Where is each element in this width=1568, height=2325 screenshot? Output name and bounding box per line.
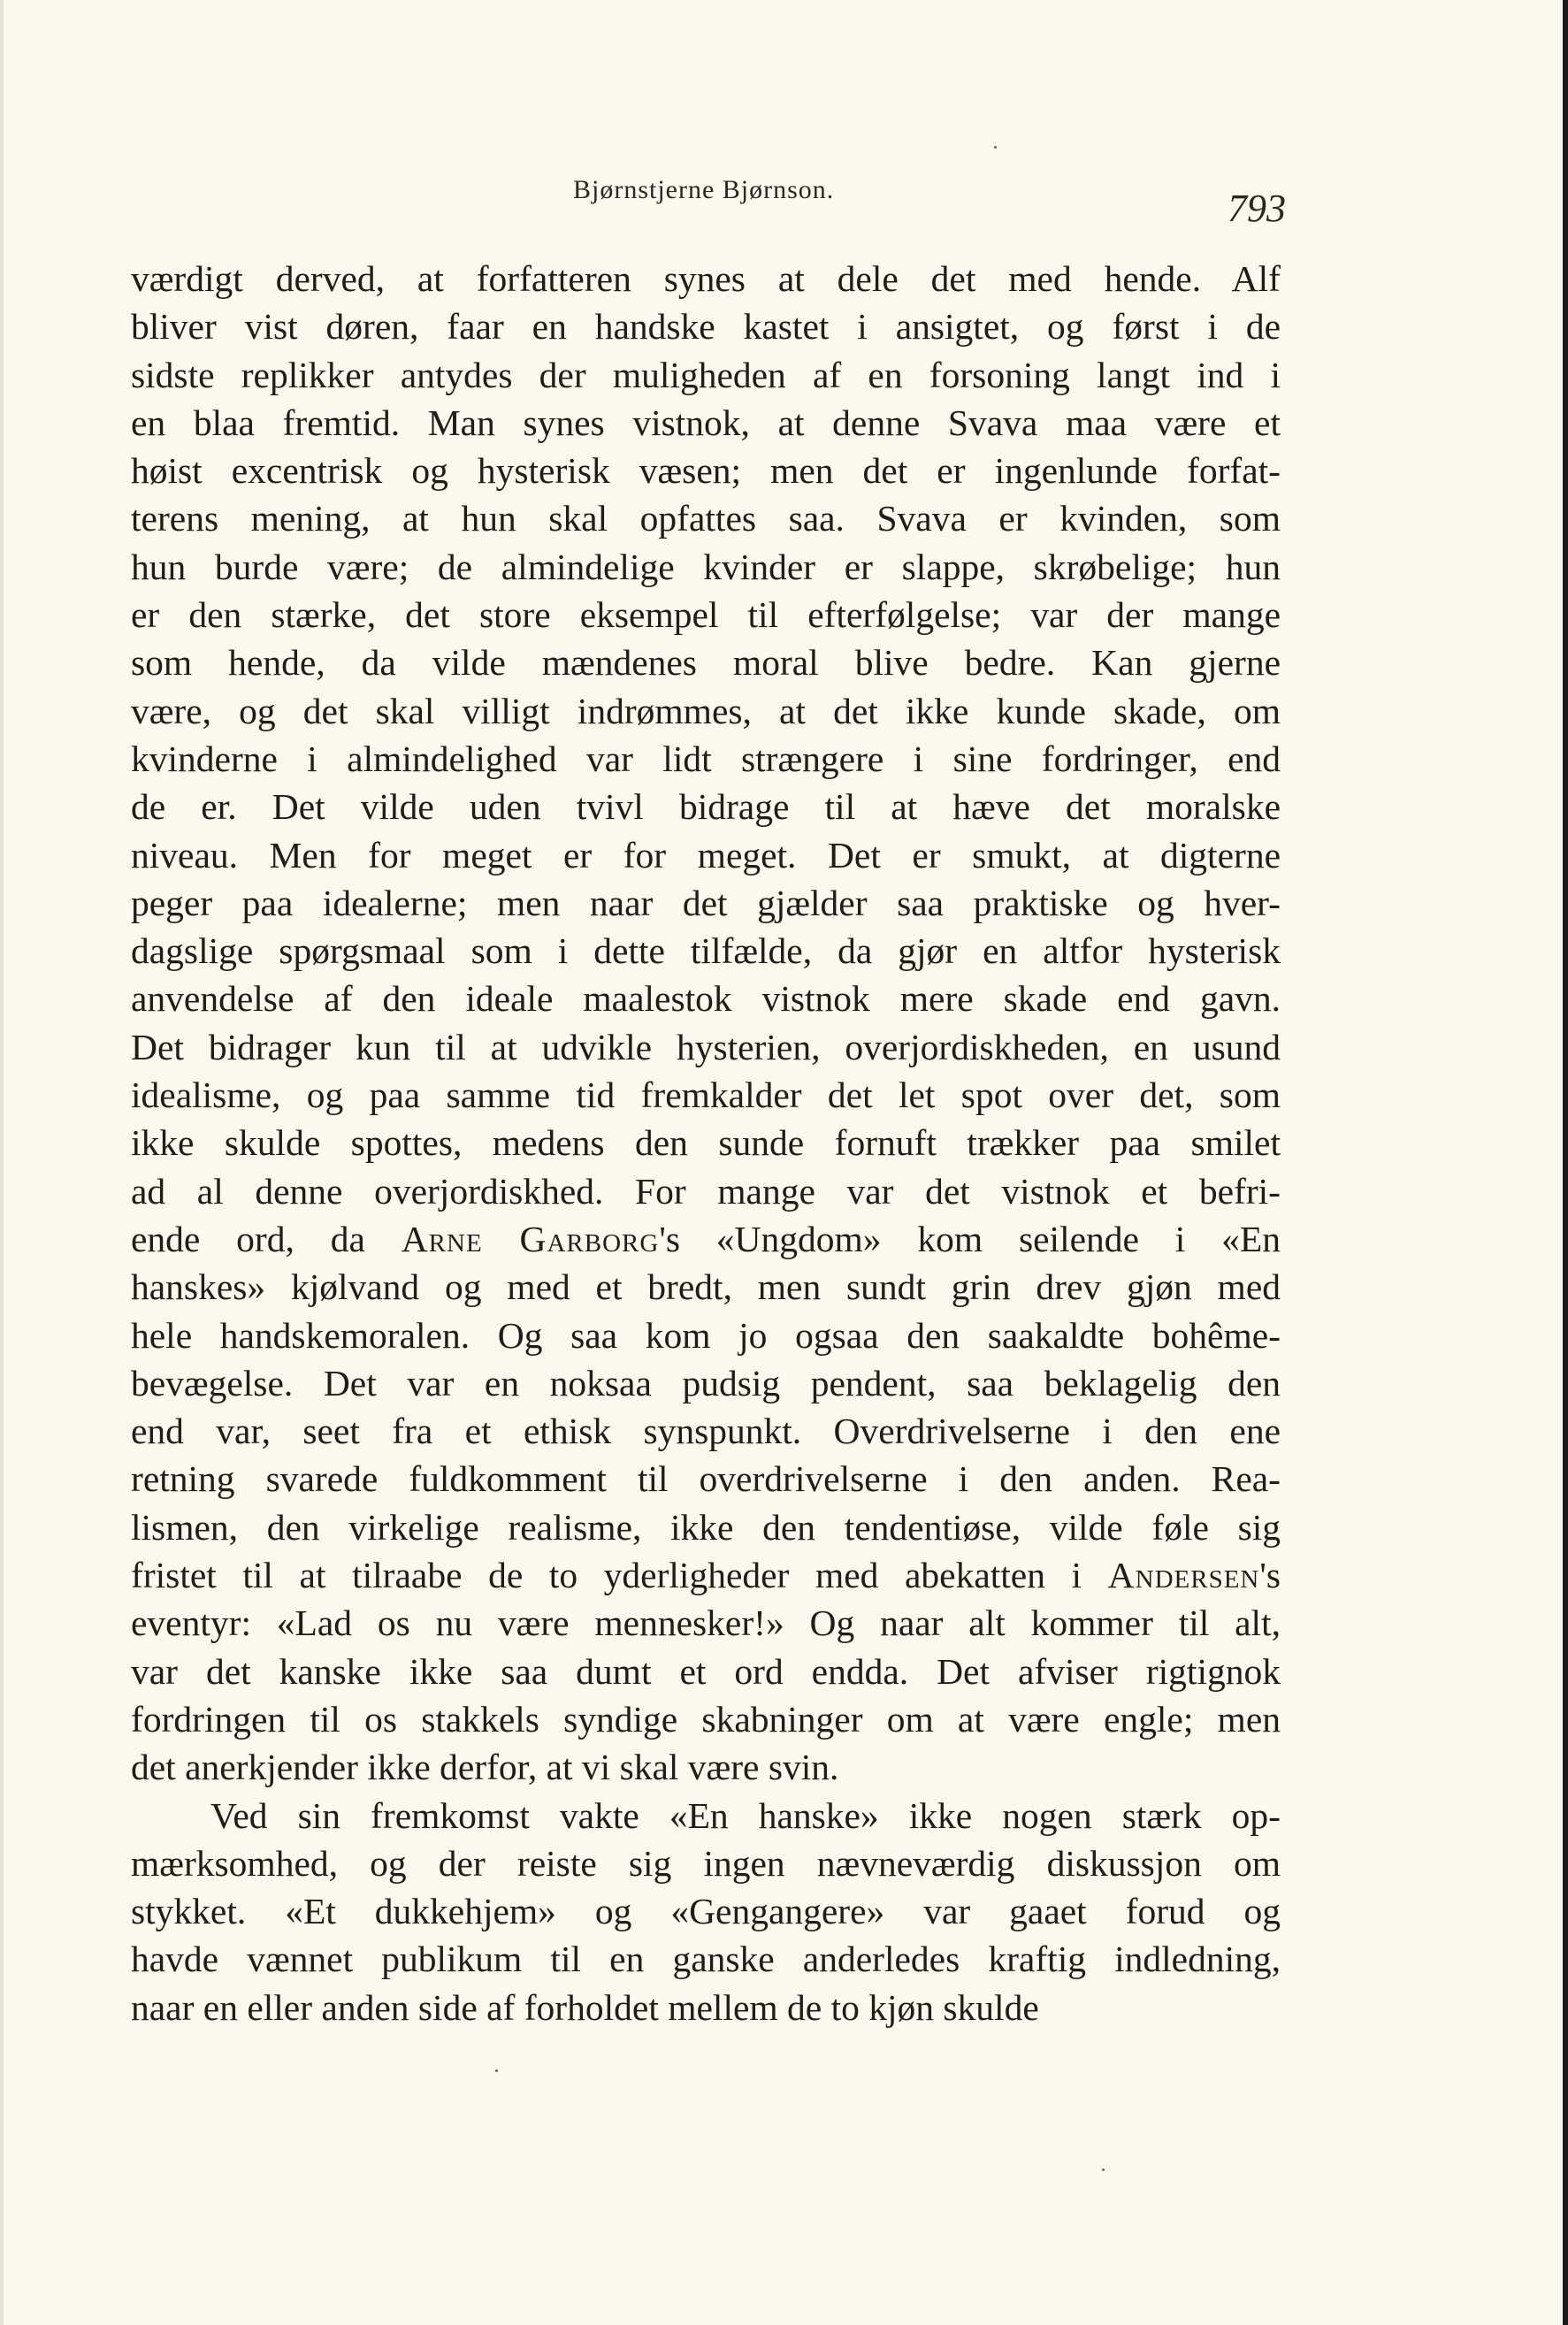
text-line: end var, seet fra et ethisk synspunkt. Overdrivelserne i den ene: [131, 1411, 1281, 1452]
text-line: ende ord, da Arne Garborg's «Ungdom» kom seilende i «En: [131, 1218, 1281, 1259]
text-line: kvinderne i almindelighed var lidt strængere i sine fordringer, end: [131, 738, 1281, 779]
text-line: hele handskemoralen. Og saa kom jo ogsaa den saakaldte bohême-: [131, 1314, 1281, 1356]
text-line: peger paa idealerne; men naar det gjælder saa praktiske og hver-: [131, 882, 1281, 923]
text-line: dagslige spørgsmaal som i dette tilfælde, da gjør en altfor hysterisk: [131, 930, 1281, 972]
body-text: [131, 255, 1281, 2031]
text-line: idealisme, og paa samme tid fremkalder det let spot over det, som: [131, 1075, 1281, 1116]
text-line: bevægelse. Det var en noksaa pudsig pendent, saa beklagelig den: [131, 1362, 1281, 1403]
text-line: ikke skulde spottes, medens den sunde fornuft trækker paa smilet: [131, 1122, 1281, 1164]
text-line: mærksomhed, og der reiste sig ingen nævneværdig diskussjon om: [131, 1842, 1281, 1884]
text-line: retning svarede fuldkomment til overdrivelserne i den anden. Rea-: [131, 1458, 1281, 1500]
text-line: er den stærke, det store eksempel til efterfølgelse; var der mange: [131, 594, 1281, 636]
scan-edge: [0, 0, 4, 2325]
text-line: bliver vist døren, faar en handske kastet i ansigtet, og først i de: [131, 306, 1281, 348]
text-line: stykket. «Et dukkehjem» og «Gengangere» var gaaet forud og: [131, 1891, 1281, 1932]
text-line: som hende, da vilde mændenes moral blive bedre. Kan gjerne: [131, 642, 1281, 684]
text-line: fordringen til os stakkels syndige skabninger om at være engle; men: [131, 1698, 1281, 1740]
text-line: hanskes» kjølvand og med et bredt, men sundt grin drev gjøn med: [131, 1266, 1281, 1308]
paragraph: [131, 1792, 1281, 2031]
text-line: værdigt derved, at forfatteren synes at dele det med hende. Alf: [131, 258, 1281, 299]
text-line: være, og det skal villigt indrømmes, at det ikke kunde skade, om: [131, 690, 1281, 731]
paper-speck: [1102, 2168, 1105, 2171]
author-name: Arne Garborg: [401, 1218, 660, 1259]
text-line: Ved sin fremkomst vakte «En hanske» ikke nogen stærk op-: [210, 1794, 1281, 1836]
author-name: Andersen: [1107, 1555, 1260, 1596]
text-line: naar en eller anden side af forholdet mellem de to kjøn skulde: [131, 1986, 1039, 2028]
text-line: terens mening, at hun skal opfattes saa. Svava er kvinden, som: [131, 498, 1281, 539]
text-line: anvendelse af den ideale maalestok vistnok mere skade end gavn.: [131, 978, 1281, 1020]
text-line: sidste replikker antydes der muligheden af en forsoning langt ind i: [131, 354, 1281, 395]
text-line: fristet til at tilraabe de to yderligheder med abekatten i Andersen's: [131, 1555, 1281, 1596]
text-line: lismen, den virkelige realisme, ikke den tendentiøse, vilde føle sig: [131, 1506, 1281, 1548]
text-line: var det kanske ikke saa dumt et ord endda. Det afviser rigtignok: [131, 1650, 1281, 1692]
text-line: en blaa fremtid. Man synes vistnok, at denne Svava maa være et: [131, 402, 1281, 443]
text-line: det anerkjender ikke derfor, at vi skal være svin.: [131, 1747, 839, 1788]
paper-speck: [994, 146, 997, 149]
text-line: havde vænnet publikum til en ganske anderledes kraftig indledning,: [131, 1939, 1281, 1980]
text-line: niveau. Men for meget er for meget. Det er smukt, at digterne: [131, 834, 1281, 876]
text-line: hun burde være; de almindelige kvinder er slappe, skrøbelige; hun: [131, 546, 1281, 587]
running-head: Bjørnstjerne Bjørnson.: [573, 175, 835, 204]
text-line: de er. Det vilde uden tvivl bidrage til at hæve det moralske: [131, 786, 1281, 828]
text-line: ad al denne overjordiskhed. For mange var det vistnok et befri-: [131, 1170, 1281, 1212]
page-number: 793: [1228, 187, 1286, 230]
text-line: Det bidrager kun til at udvikle hysterien, overjordiskheden, en usund: [131, 1026, 1281, 1067]
text-line: eventyr: «Lad os nu være mennesker!» Og naar alt kommer til alt,: [131, 1602, 1281, 1644]
text-line: høist excentrisk og hysterisk væsen; men det er ingenlunde forfat-: [131, 450, 1281, 492]
paper-speck: [495, 2069, 498, 2072]
paragraph: [131, 255, 1281, 1792]
